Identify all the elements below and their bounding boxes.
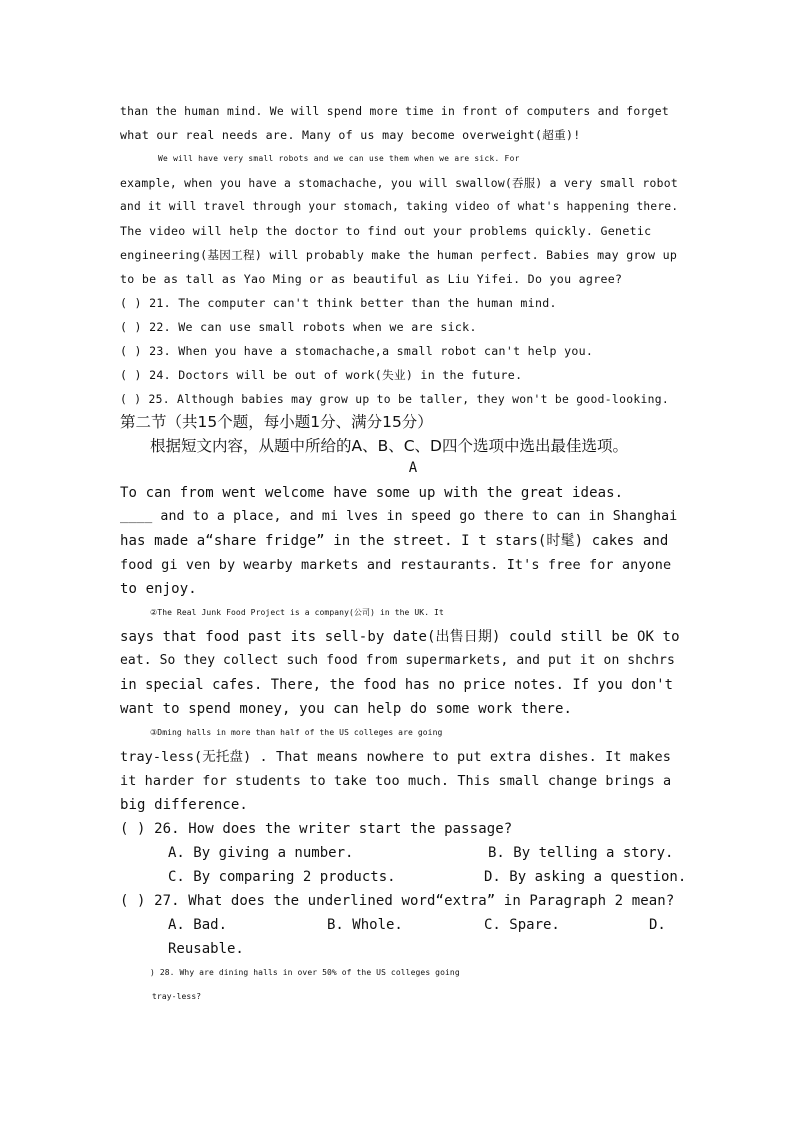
passage2-line: says that food past its sell-by date(出售日期) could still be OK to — [120, 629, 680, 645]
question-22: ( ) 22. We can use small robots when we are sick. — [120, 320, 477, 334]
passage1-line: what our real needs are. Many of us may become overweight(超重)! — [120, 128, 581, 142]
passage1-line: than the human mind. We will spend more time in front of computers and forget — [120, 104, 669, 118]
question-27-option-a: A. Bad. — [168, 917, 228, 933]
passage1-line: engineering(基因工程) will probably make the human perfect. Babies may grow up — [120, 248, 678, 262]
question-26-option-a: A. By giving a number. — [168, 845, 354, 861]
passage2-line: ____ and to a place, and mi lves in speed go there to can in Shanghai — [120, 509, 678, 524]
passage2-line: tray-less(无托盘) . That means nowhere to put extra dishes. It makes — [120, 749, 671, 765]
question-27-stem: ( ) 27. What does the underlined word“extra” in Paragraph 2 mean? — [120, 893, 675, 909]
question-28-stem: ) 28. Why are dining halls in over 50% of the US colleges going — [150, 968, 460, 977]
question-21: ( ) 21. The computer can't think better than the human mind. — [120, 296, 557, 310]
question-27-option-b: B. Whole. — [327, 917, 403, 933]
question-27-option-c: C. Spare. — [484, 917, 560, 933]
question-26-stem: ( ) 26. How does the writer start the passage? — [120, 821, 513, 837]
passage2-line: eat. So they collect such food from supermarkets, and put it on shchrs — [120, 653, 675, 668]
passage1-line: to be as tall as Yao Ming or as beautiful as Liu Yifei. Do you agree? — [120, 272, 623, 286]
passage2-line: food gi ven by wearby markets and restaurants. It's free for anyone — [120, 557, 672, 573]
passage1-line: We will have very small robots and we can use them when we are sick. For — [158, 154, 520, 163]
question-25: ( ) 25. Although babies may grow up to be taller, they won't be good-looking. — [120, 392, 669, 406]
passage1-line: example, when you have a stomachache, you will swallow(吞服) a very small robot — [120, 176, 678, 190]
question-26-option-c: C. By comparing 2 products. — [168, 869, 396, 885]
passage1-line: The video will help the doctor to find out your problems quickly. Genetic — [120, 224, 652, 238]
passage2-line: ②The Real Junk Food Project is a company(公司) in the UK. It — [150, 608, 444, 617]
passage2-line: in special cafes. There, the food has no price notes. If you don't — [120, 677, 673, 693]
question-23: ( ) 23. When you have a stomachache,a small robot can't help you. — [120, 344, 594, 358]
passage2-line: To can from went welcome have some up with the great ideas. — [120, 485, 624, 501]
passage-letter: A — [408, 460, 418, 476]
question-27-option-d: D. — [649, 917, 666, 933]
passage2-line: big difference. — [120, 797, 248, 813]
passage2-line: has made a“share fridge” in the street. I t stars(时髦) cakes and — [120, 533, 669, 549]
passage2-line: it harder for students to take too much. This small change brings a — [120, 773, 672, 789]
question-26-option-b: B. By telling a story. — [488, 845, 674, 861]
passage2-line: want to spend money, you can help do some work there. — [120, 701, 573, 717]
section-instruction: 根据短文内容，从题中所给的A、B、C、D四个选项中选出最佳选项。 — [150, 437, 628, 455]
section-heading: 第二节（共15个题，每小题1分、满分15分） — [120, 413, 433, 431]
question-24: ( ) 24. Doctors will be out of work(失业) in the future. — [120, 368, 523, 382]
question-26-option-d: D. By asking a question. — [484, 869, 687, 885]
passage2-line: ③Dming halls in more than half of the US colleges are going — [150, 728, 443, 737]
passage1-line: and it will travel through your stomach, taking video of what's happening there. — [120, 200, 679, 213]
question-27-option-d-text: Reusable. — [168, 941, 244, 957]
passage2-line: to enjoy. — [120, 581, 197, 597]
question-28-stem-cont: tray-less? — [152, 992, 202, 1001]
